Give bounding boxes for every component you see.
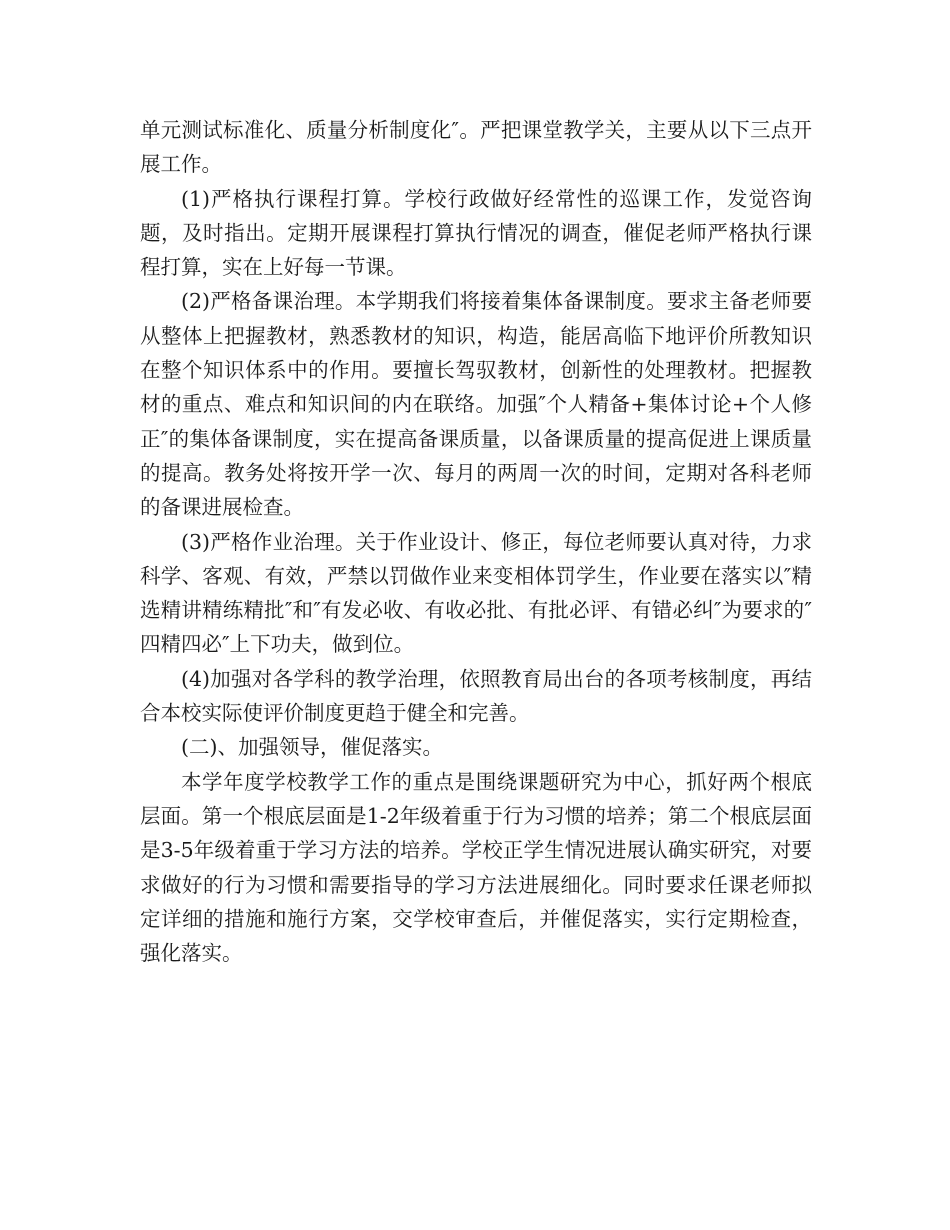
- paragraph-continuation: 单元测试标准化、质量分析制度化″。严把课堂教学关，主要从以下三点开展工作。: [140, 118, 812, 177]
- paragraph-annual-focus: 本学年度学校教学工作的重点是围绕课题研究为中心，抓好两个根底层面。第一个根底层面是1-2年级着重于行为习惯的培养；第二个根底层面是3-5年级着重于学习方法的培养。学校正学生情况进展认确实研究，对要求做好的行为习惯和需要指导的学习方法进展细化。同时要求任课老师拟定详细的措施和施行方案，交学校审查后，并催促落实，实行定期检查，强化落实。: [140, 769, 812, 966]
- paragraph-subject-management: (4)加强对各学科的教学治理，依照教育局出台的各项考核制度，再结合本校实际使评价制度更趋于健全和完善。: [140, 666, 812, 726]
- paragraph-lesson-prep: (2)严格备课治理。本学期我们将接着集体备课制度。要求主备老师要从整体上把握教材，熟悉教材的知识，构造，能居高临下地评价所教知识在整个知识体系中的作用。要擅长驾驭教材，创新性的处理教材。把握教材的重点、难点和知识间的内在联络。加强″个人精备+集体讨论+个人修正″的集体备课制度，实在提高备课质量，以备课质量的提高促进上课质量的提高。教务处将按开学一次、每月的两周一次的时间，定期对各科老师的备课进展检查。: [140, 289, 812, 520]
- document-page: [140, 113, 812, 970]
- paragraph-homework: (3)严格作业治理。关于作业设计、修正，每位老师要认真对待，力求科学、客观、有效，严禁以罚做作业来变相体罚学生，作业要在落实以″精选精讲精练精批″和″有发必收、有收必批、有批必评、有错必纠″为要求的″四精四必″上下功夫，做到位。: [140, 529, 812, 657]
- section-heading-leadership: (二)、加强领导，催促落实。: [181, 735, 443, 760]
- paragraph-course-plan: (1)严格执行课程打算。学校行政做好经常性的巡课工作，发觉咨询题，及时指出。定期开展课程打算执行情况的调查，催促老师严格执行课程打算，实在上好每一节课。: [140, 186, 812, 280]
